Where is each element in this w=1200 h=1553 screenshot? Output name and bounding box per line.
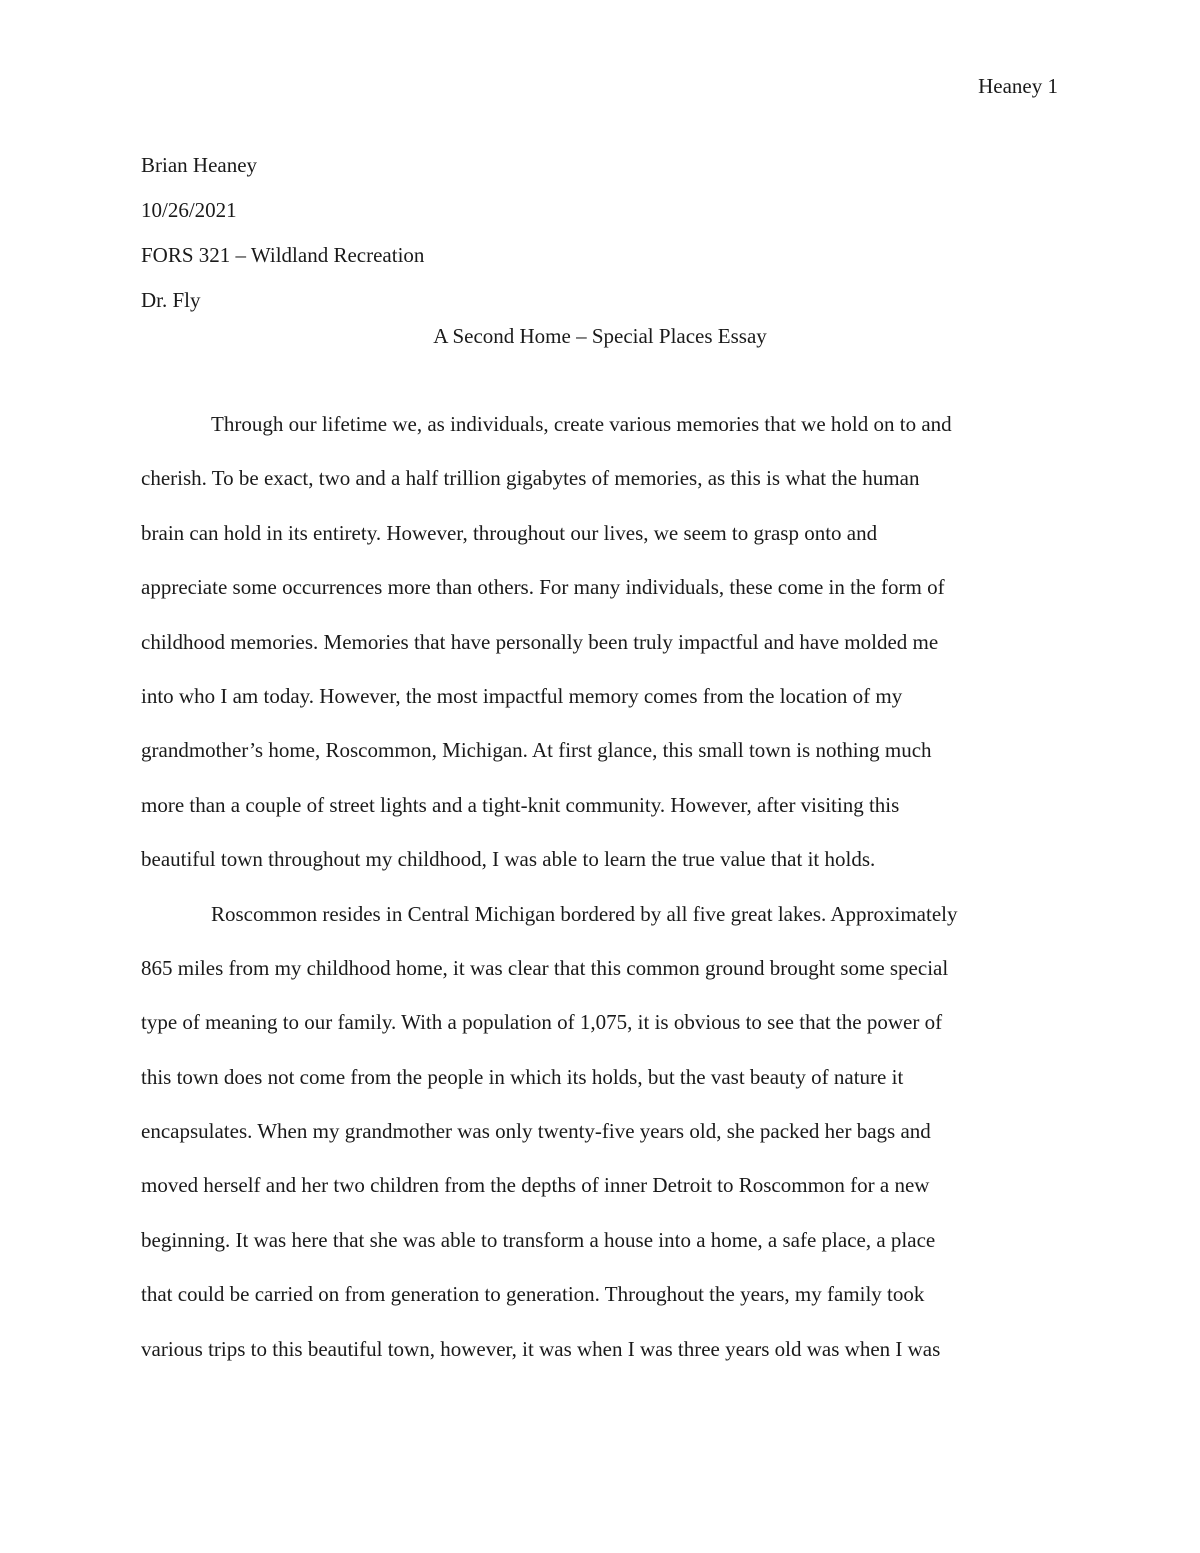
text-line: this town does not come from the people in which its holds, but the vast beauty of nature it <box>141 1064 904 1089</box>
text-line: cherish. To be exact, two and a half trillion gigabytes of memories, as this is what the human <box>141 466 920 491</box>
text-line: encapsulates. When my grandmother was only twenty-five years old, she packed her bags and <box>141 1119 931 1144</box>
text-line: brain can hold in its entirety. However, throughout our lives, we seem to grasp onto and <box>141 520 878 545</box>
text-line: Roscommon resides in Central Michigan bordered by all five great lakes. Approximately <box>211 901 958 926</box>
text-line: type of meaning to our family. With a population of 1,075, it is obvious to see that the power of <box>141 1010 943 1035</box>
mla-heading <box>141 143 1059 323</box>
text-line: appreciate some occurrences more than others. For many individuals, these come in the form of <box>141 575 945 600</box>
running-head: Heaney 1 <box>978 74 1058 98</box>
instructor-name: Dr. Fly <box>141 288 201 312</box>
text-line: moved herself and her two children from the depths of inner Detroit to Roscommon for a new <box>141 1173 930 1198</box>
paragraph-2 <box>141 900 1059 1390</box>
text-line: beautiful town throughout my childhood, I was able to learn the true value that it holds. <box>141 847 876 872</box>
text-line: beginning. It was here that she was able to transform a house into a home, a safe place, a place <box>141 1227 936 1252</box>
text-line: that could be carried on from generation to generation. Throughout the years, my family took <box>141 1282 925 1307</box>
text-line: 865 miles from my childhood home, it was clear that this common ground brought some special <box>141 955 949 980</box>
essay-date: 10/26/2021 <box>141 198 237 222</box>
text-line: more than a couple of street lights and a tight-knit community. However, after visiting this <box>141 792 900 817</box>
paragraph-1 <box>141 410 1059 900</box>
course-name: FORS 321 – Wildland Recreation <box>141 243 425 267</box>
essay-body <box>141 410 1059 1389</box>
author-name: Brian Heaney <box>141 153 258 177</box>
text-line: into who I am today. However, the most impactful memory comes from the location of my <box>141 683 903 708</box>
text-line: Through our lifetime we, as individuals, create various memories that we hold on to and <box>211 412 952 436</box>
text-line: various trips to this beautiful town, however, it was when I was three years old was when I was <box>141 1336 941 1361</box>
text-line: childhood memories. Memories that have personally been truly impactful and have molded me <box>141 629 939 654</box>
essay-title: A Second Home – Special Places Essay <box>433 324 767 348</box>
text-line: grandmother’s home, Roscommon, Michigan. At first glance, this small town is nothing much <box>141 738 932 763</box>
